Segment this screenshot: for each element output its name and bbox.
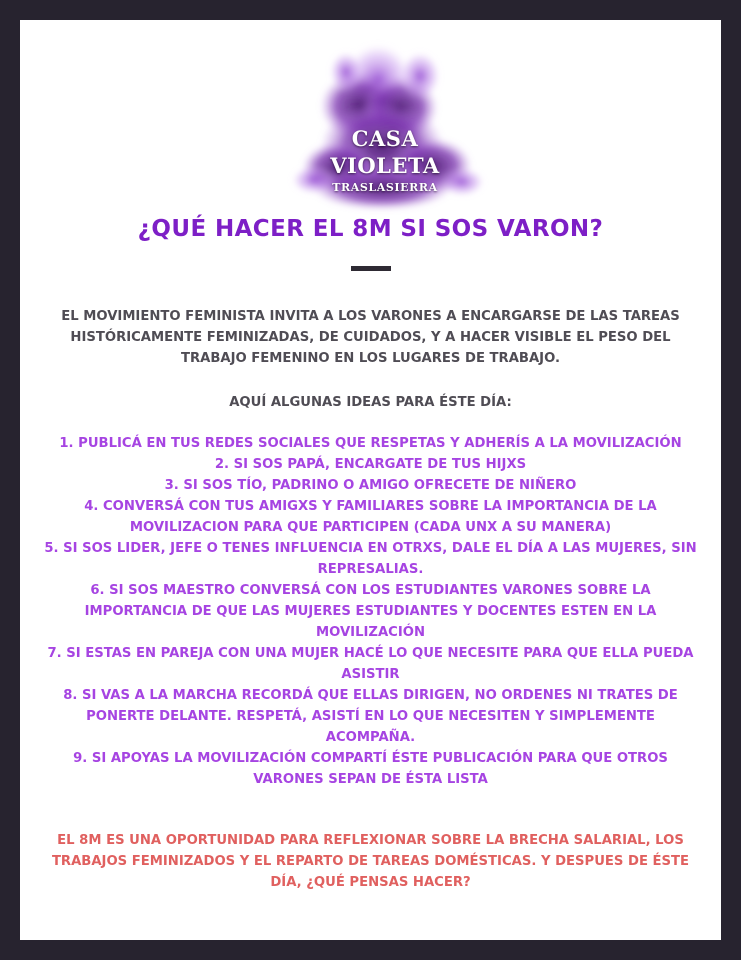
idea-item: 7. SI ESTAS EN PAREJA CON UNA MUJER HACÉ LO QUE NECESITE PARA QUE ELLA PUEDA ASISTIR (47, 646, 694, 682)
casa-violeta-logo (250, 28, 520, 216)
logo-word-violeta: VIOLETA (330, 153, 440, 178)
logo-word-casa: CASA (351, 126, 419, 151)
title-divider (351, 266, 391, 271)
idea-item: 6. SI SOS MAESTRO CONVERSÁ CON LOS ESTUDIANTES VARONES SOBRE LA IMPORTANCIA DE QUE LAS MUJERES ESTUDIANTES Y DOCENTES ESTEN EN LA MOVILIZACIÓN (84, 583, 657, 640)
ideas-list (40, 433, 701, 790)
logo-word-traslasierra: TRASLASIERRA (332, 181, 438, 194)
idea-item: 2. SI SOS PAPÁ, ENCARGATE DE TUS HIJXS (214, 457, 527, 472)
idea-item: 1. PUBLICÁ EN TUS REDES SOCIALES QUE RESPETAS Y ADHERÍS A LA MOVILIZACIÓN (59, 436, 682, 451)
intro-paragraph: EL MOVIMIENTO FEMINISTA INVITA A LOS VARONES A ENCARGARSE DE LAS TAREAS HISTÓRICAMENTE FEMINIZADAS, DE CUIDADOS, Y A HACER VISIBLE EL PESO DEL TRABAJO FEMENINO EN LOS LUGARES DE TRABAJO. (61, 309, 680, 366)
idea-item: 8. SI VAS A LA MARCHA RECORDÁ QUE ELLAS DIRIGEN, NO ORDENES NI TRATES DE PONERTE DELANTE. RESPETÁ, ASISTÍ EN LO QUE NECESITEN Y SIMPLEMENTE ACOMPAÑA. (63, 688, 678, 745)
idea-item: 5. SI SOS LIDER, JEFE O TENES INFLUENCIA EN OTRXS, DALE EL DÍA A LAS MUJERES, SIN REPRESALIAS. (44, 541, 697, 577)
ideas-heading: AQUÍ ALGUNAS IDEAS PARA ÉSTE DÍA: (229, 395, 512, 410)
closing-paragraph: EL 8M ES UNA OPORTUNIDAD PARA REFLEXIONAR SOBRE LA BRECHA SALARIAL, LOS TRABAJOS FEMINIZADOS Y EL REPARTO DE TAREAS DOMÉSTICAS. Y DESPUES DE ÉSTE DÍA, ¿QUÉ PENSAS HACER? (51, 833, 690, 890)
flyer-card (20, 20, 721, 940)
idea-item: 3. SI SOS TÍO, PADRINO O AMIGO OFRECETE DE NIÑERO (164, 478, 577, 493)
idea-item: 9. SI APOYAS LA MOVILIZACIÓN COMPARTÍ ÉSTE PUBLICACIÓN PARA QUE OTROS VARONES SEPAN DE ÉSTA LISTA (73, 751, 668, 787)
idea-item: 4. CONVERSÁ CON TUS AMIGXS Y FAMILIARES SOBRE LA IMPORTANCIA DE LA MOVILIZACION PARA QUE PARTICIPEN (CADA UNX A SU MANERA) (84, 499, 657, 535)
page-title: ¿QUÉ HACER EL 8M SI SOS VARON? (137, 216, 604, 242)
